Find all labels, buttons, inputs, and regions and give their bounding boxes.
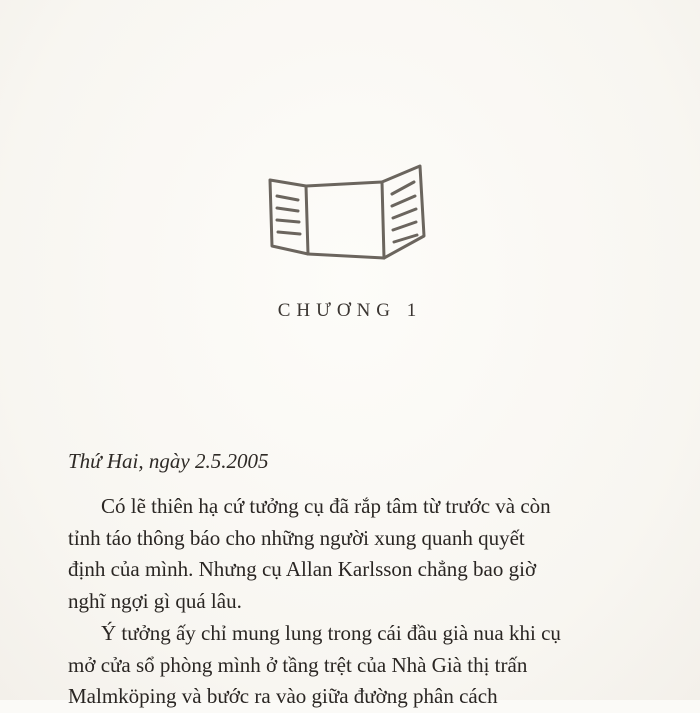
text-line: mở cửa sổ phòng mình ở tầng trệt của Nhà Già thị trấn [68,652,528,677]
paragraph-1 [68,491,668,617]
text-line: nghĩ ngợi gì quá lâu. [68,588,242,613]
paragraph-2 [68,618,668,713]
text-line: Malmköping và bước ra vào giữa đường phân cách [68,684,498,708]
text-line: Ý tưởng ấy chỉ mung lung trong cái đầu già nua khi cụ [101,621,561,645]
chapter-heading: CHƯƠNG 1 [277,300,423,321]
open-window-icon [262,160,432,266]
text-line: định của mình. Nhưng cụ Allan Karlsson chẳng bao giờ [68,557,537,581]
text-line: Có lẽ thiên hạ cứ tưởng cụ đã rắp tâm từ trước và còn [101,494,551,518]
date-line: Thứ Hai, ngày 2.5.2005 [68,449,269,473]
text-line: tỉnh táo thông báo cho những người xung quanh quyết [68,525,525,550]
